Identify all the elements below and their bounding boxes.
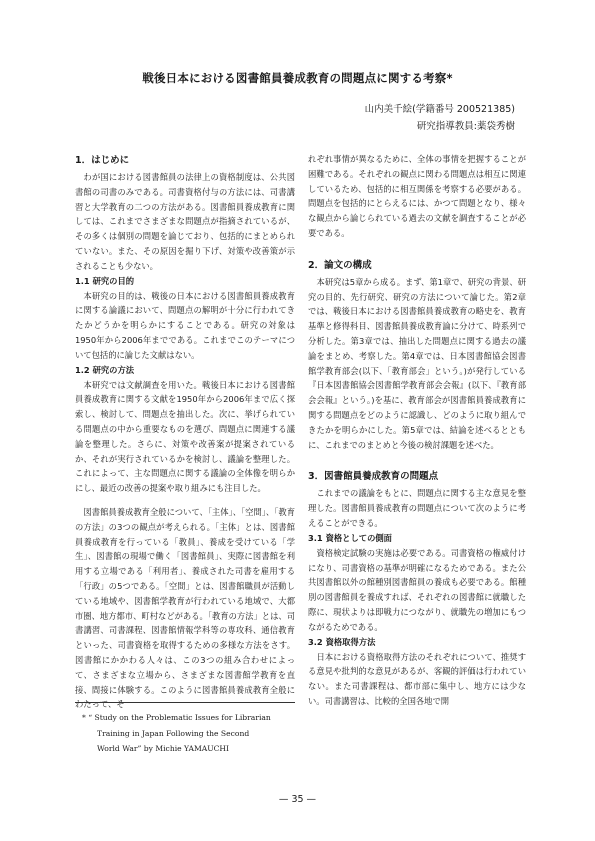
section-2-heading: 2．論文の構成	[308, 259, 372, 271]
section-1-paragraph: わが国における図書館員の法律上の資格制度は、公共図書館の司書のみである。司書資格付与の方法には、司書講習と大学教育の二つの方法がある。図書館員養成教育に関しては、これまでさまざまな問題点が指摘されているが、その多くは個別の問題を論じており、包括的にまとめられていない。また、その原因を掘り下げ、対策や改善策が示されることも少ない。	[75, 172, 295, 271]
right-column	[308, 152, 526, 709]
footnote-line-3: World War” by Michie YAMAUCHI	[97, 744, 230, 753]
page-title: 戦後日本における図書館員養成教育の問題点に関する考察*	[142, 71, 453, 85]
section-3-1-paragraph: 資格検定試験の実施は必要である。司書資格の権威付けになり、司書資格の基準が明確になるためである。また公共図書館以外の館種別図書館員の養成も必要である。館種別の図書館員を養成すれば、それぞれの図書館に就職した際に、現状よりは即戦力につながり、就職先の増加にもつながるためである。	[308, 547, 526, 632]
footnote-divider	[75, 702, 295, 703]
section-3-1-heading: 3.1 資格としての側面	[308, 532, 392, 543]
section-3-2-paragraph: 日本における資格取得方法のそれぞれについて、推奨する意見や批判的な意見があるが、客観的評価は行われていない。また司書課程は、都市部に集中し、地方には少ない。司書講習は、比較的全国各地で開	[308, 651, 526, 706]
footnote	[82, 710, 297, 757]
footnote-line-1: * “ Study on the Problematic Issues for Librarian	[82, 713, 271, 722]
author-line: 山内美千絵(学籍番号 200521385)	[364, 104, 515, 115]
continued-paragraph: れぞれ事情が異なるために、全体の事情を把握することが困難である。それぞれの観点に関わる問題点は相互に関連しているため、包括的に相互関係を考察する必要がある。問題点を包括的にとらえるには、かつて問題となり、様々な観点から論じられている過去の文献を調査することが必要である。	[308, 154, 526, 238]
section-3-heading: 3．図書館員養成教育の問題点	[308, 471, 439, 483]
section-1-heading: 1．はじめに	[75, 155, 130, 166]
section-1-2-paragraph-1: 本研究では文献調査を用いた。戦後日本における図書館員養成教育に関する文献を1950年から2006年まで広く探索し、検討して、問題点を抽出した。次に、挙げられている問題点の中から重要なものを選び、問題点に関連する議論を整理した。さらに、対策や改善案が提案されているか、それが実行されているかを検討し、議論を整理した。これによって、主な問題点に関する議論の全体像を明らかにし、最近の改善の提案や取り組みにも注目した。	[75, 379, 295, 494]
footnote-line-2: Training in Japan Following the Second	[97, 728, 250, 738]
section-2-paragraph: 本研究は5章から成る。まず、第1章で、研究の背景、研究の目的、先行研究、研究の方法について論じた。第2章では、戦後日本における図書館員養成教育の略史を、教育基準と修得科目、図書館員養成教育論に分けて、時系列で分析した。第3章では、抽出した問題点に関する過去の議論をまとめ、考察した。第4章では、日本図書館協会図書館学教育部会(以下、「教育部会」という。)が発行している『日本図書館協会図書館学教育部会会報』(以下、『教育部会会報』という。)を基に、教育部会が図書館員養成教育に関する問題点をどのように認識し、どのように取り組んできたかを明らかにした。第5章では、結論を述べるとともに、これまでのまとめと今後の検討課題を述べた。	[308, 276, 526, 450]
page-number: — 35 —	[278, 794, 317, 805]
section-1-2-paragraph-2: 図書館員養成教育全般について、「主体」、「空間」、「教育の方法」の3つの観点が考えられる。「主体」とは、図書館員養成教育を行っている「教員」、養成を受けている「学生」、図書館の現場で働く「図書館員」、実際に図書館を利用する立場である「利用者」、養成された司書を雇用する「行政」の5つである。「空間」とは、図書館職員が活動している地域や、図書館学教育が行われている地域で、大都市圏、地方都市、町村などがある。「教育の方法」とは、司書講習、司書課程、図書館情報学科等の専攻科、通信教育といった、司書資格を取得するための多様な方法をさす。図書館にかかわる人々は、この3つの組み合わせによって、さまざまな立場から、さまざまな図書館学教育を直接、間接に体験する。このように図書館員養成教育全般にわたって、そ	[75, 506, 295, 710]
section-1-1-paragraph: 本研究の目的は、戦後の日本における図書館員養成教育に関する論議において、問題点の解明が十分に行われてきたかどうかを明らかにすることである。研究の対象は1950年から2006年までである。これまでこのテーマについて包括的に論じた文献はない。	[75, 290, 295, 360]
section-3-2-heading: 3.2 資格取得方法	[308, 636, 376, 647]
advisor-line: 研究指導教員:薬袋秀樹	[416, 121, 515, 132]
left-column	[75, 152, 295, 712]
section-1-2-heading: 1.2 研究の方法	[75, 364, 135, 375]
section-3-paragraph: これまでの議論をもとに、問題点に関する主な意見を整理した。図書館員養成教育の問題点について次のように考えることができる。	[308, 488, 526, 528]
section-1-1-heading: 1.1 研究の目的	[75, 275, 135, 286]
